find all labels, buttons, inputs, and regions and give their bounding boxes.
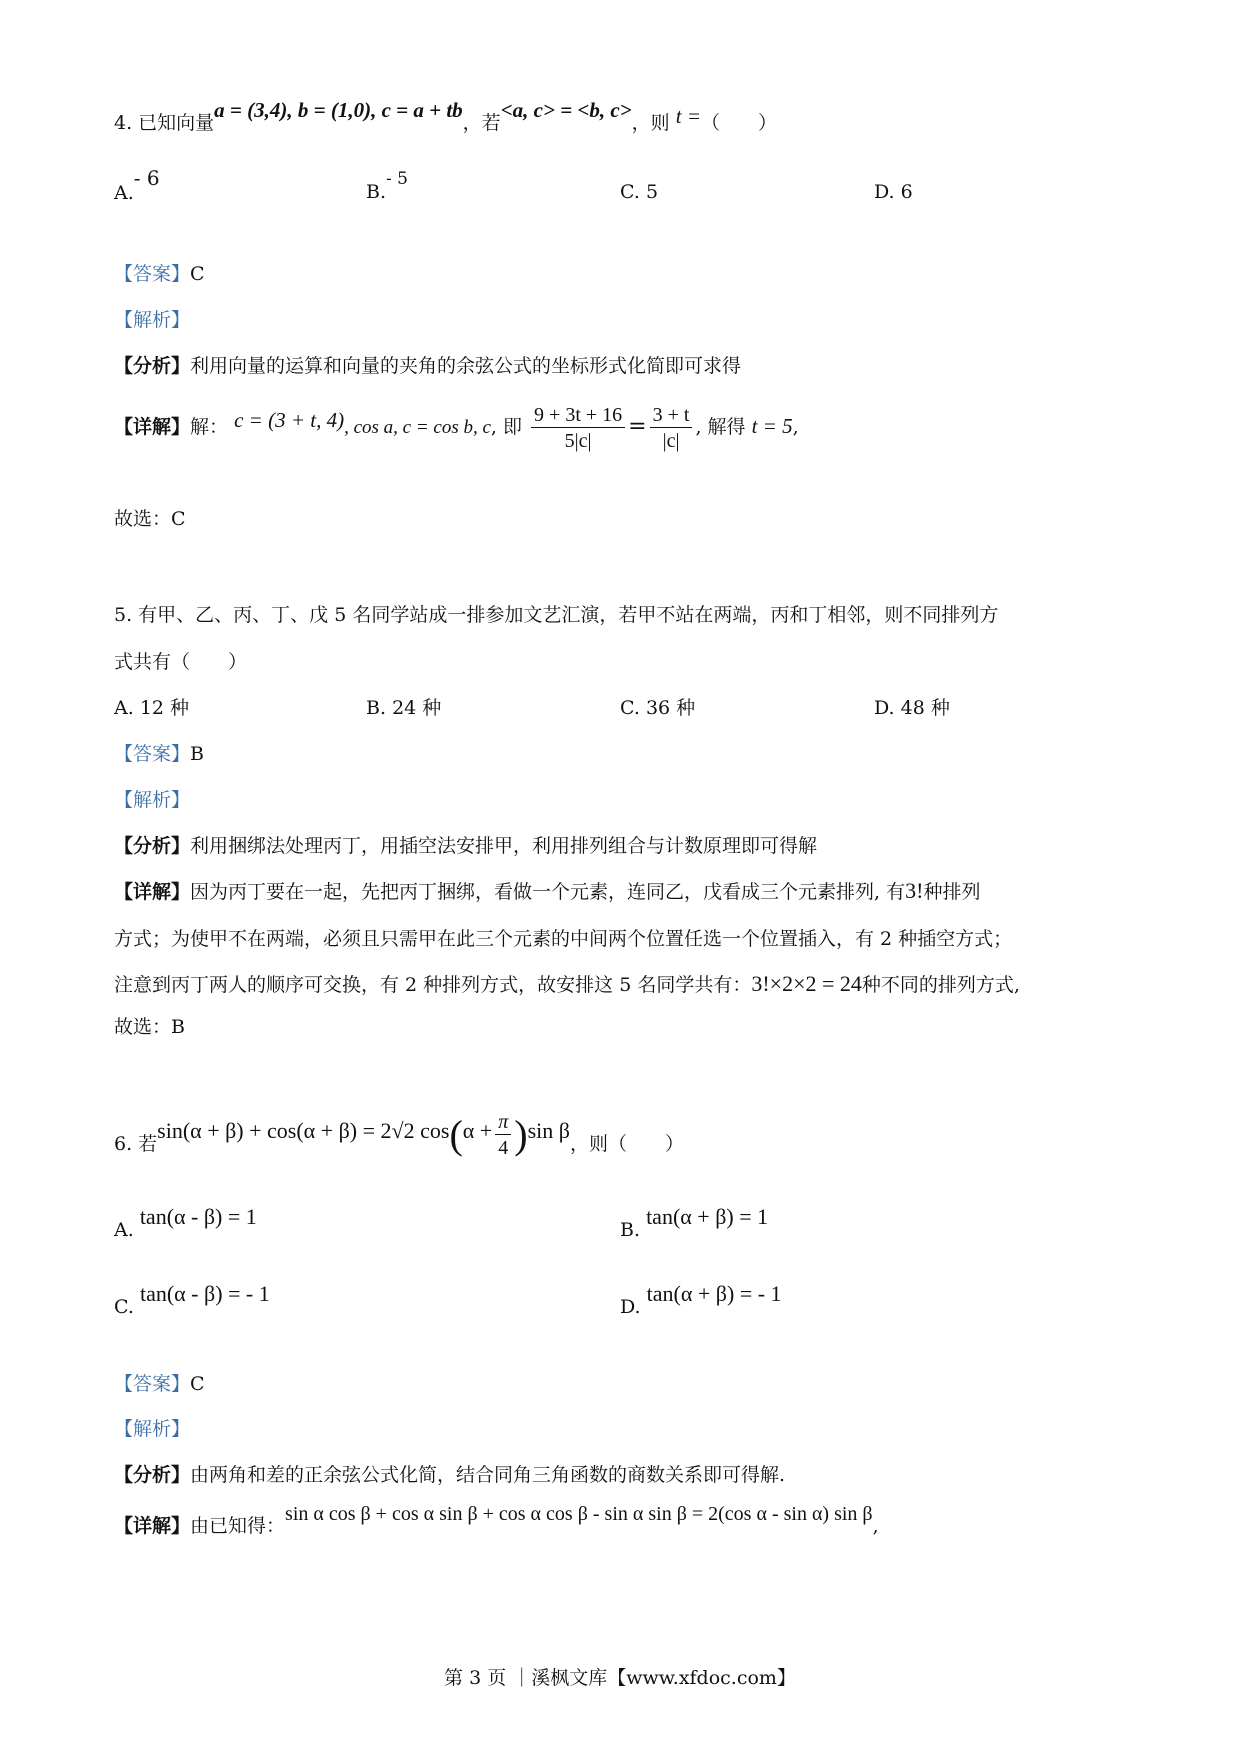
q6-inner: α + [462,1118,493,1143]
fenxi-text: 利用捆绑法处理丙丁，用插空法安排甲，利用排列组合与计数原理即可得解 [190,835,818,857]
q5-answer [114,740,204,768]
fraction-1 [531,403,625,454]
q6-tail: ，则（ ） [569,1133,684,1155]
option-value: 5 [645,181,659,203]
option-value: 6 [900,181,913,203]
fraction-1-numerator: 9 + 3t + 16 [531,403,625,428]
q5-xiangjie-line-2 [114,925,1012,953]
page-footer: 第 3 页 ｜溪枫文库【www.xfdoc.com】 [444,1667,796,1689]
q4-condition: <a, c> = <b, c> [500,98,632,122]
option-value: 48 种 [900,697,950,719]
factorial: 3! [905,878,924,903]
q4-stem [114,98,778,137]
comma: , [792,416,799,438]
left-paren: ( [449,1112,463,1157]
answer-tag: 【答案】 [114,1373,191,1395]
q6-lhs: sin(α + β) + cos(α + β) = 2√2 cos [157,1118,450,1143]
xiangjie-tag: 【详解】 [114,416,191,438]
xiangjie-text: 种不同的排列方式, [861,974,1020,996]
answer-value: C [190,263,205,285]
q5-stem-text: 式共有（ ） [114,651,248,673]
q6-prefix: 6. 若 [114,1133,158,1155]
q6-xiangjie [114,1503,879,1540]
q6-fenxi [114,1461,785,1489]
q6-option-b [620,1204,769,1244]
jiexi-tag: 【解析】 [114,789,191,811]
option-value: 12 种 [139,697,190,719]
xiangjie-text: 方式；为使甲不在两端，必须且只需甲在此三个元素的中间两个位置任选一个位置插入，有 2 种插空方式； [114,928,1013,950]
option-letter: A. [114,697,134,719]
xiangjie-pre: 由已知得： [190,1515,286,1537]
option-letter: D. [874,697,895,719]
q6-jiexi [114,1415,190,1443]
answer-value: B [190,743,204,765]
q4-guxuan [114,505,186,533]
q5-option-b [366,694,441,722]
xiangjie-tag: 【详解】 [114,881,191,903]
guxuan-text: 故选：B [114,1016,185,1038]
equals-sign: = [628,414,647,439]
fenxi-tag: 【分析】 [114,1464,191,1486]
xiangjie-pre: 解： [190,416,229,438]
q4-jiexi [114,306,190,334]
pi-symbol: π [495,1110,511,1135]
q4-fenxi [114,352,741,380]
option-letter: D. [620,1296,641,1318]
q4-option-d [874,178,913,206]
q6-option-a [114,1204,257,1244]
fraction-2-numerator: 3 + t [650,403,693,428]
solve-text: , 解得 [695,416,746,438]
option-value: - 5 [386,169,408,189]
q4-option-a [114,166,160,207]
option-letter: D. [874,181,895,203]
option-letter: B. [366,181,387,203]
fraction-2-denominator: |c| [662,429,680,452]
q6-stem [114,1108,684,1178]
q5-guxuan [114,1013,185,1041]
ji-text: , 即 [490,416,522,438]
q6-expression: sin α cos β + cos α sin β + cos α cos β - sin α sin β = 2(cos α - sin α) sin β [285,1503,873,1525]
q5-xiangjie-line-1 [114,877,980,906]
guxuan-text: 故选：C [114,508,186,530]
q5-stem-line-1 [114,601,998,629]
answer-value: C [190,1373,205,1395]
q4-vector-formula: a = (3,4), b = (1,0), c = a + tb [214,98,463,122]
q4-answer [114,260,205,288]
option-letter: A. [114,182,134,204]
cos-expression: , cos a, c = cos b, c [344,417,491,438]
q5-fenxi [114,832,817,860]
q4-option-c [620,178,658,206]
q6-option-c [114,1281,270,1321]
xiangjie-tag: 【详解】 [114,1515,191,1537]
q6-answer [114,1370,205,1398]
jiexi-tag: 【解析】 [114,1418,191,1440]
q5-stem-text: 5. 有甲、乙、丙、丁、戊 5 名同学站成一排参加文艺汇演，若甲不站在两端，丙和丁相邻，则不同排列方 [114,604,999,626]
option-value: 24 种 [392,697,442,719]
fenxi-text: 由两角和差的正余弦公式化简，结合同角三角函数的商数关系即可得解. [190,1464,786,1486]
fenxi-tag: 【分析】 [114,355,191,377]
calculation: 3!×2×2 = 24 [751,971,862,996]
option-value: tan(α + β) = 1 [646,1204,769,1229]
option-value: - 6 [133,166,160,190]
q4-t-var: t = [675,104,701,128]
fraction-2 [650,403,693,454]
four: 4 [498,1136,509,1159]
q5-option-c [620,694,695,722]
c-expression: c = (3 + t, 4) [234,408,345,432]
option-value: 36 种 [645,697,696,719]
right-paren: ) [514,1112,528,1157]
result-expression: t = 5 [751,414,793,438]
pi-over-4 [495,1110,511,1161]
jiexi-tag: 【解析】 [114,309,191,331]
q4-paren: （ ） [701,112,778,134]
xiangjie-text: 因为丙丁要在一起，先把丙丁捆绑，看做一个元素，连同乙，戊看成三个元素排列, 有 [190,881,906,903]
option-letter: B. [366,697,387,719]
q6-option-d [620,1281,782,1321]
q5-option-d [874,694,950,722]
q5-jiexi [114,786,190,814]
q4-option-b [366,169,408,207]
option-letter: C. [620,181,640,203]
option-value: tan(α + β) = - 1 [646,1281,782,1306]
fraction-1-denominator: 5|c| [564,429,592,452]
option-letter: C. [620,697,640,719]
option-letter: A. [114,1219,134,1241]
option-value: tan(α - β) = - 1 [139,1281,270,1306]
option-letter: C. [114,1296,134,1318]
fenxi-tag: 【分析】 [114,835,191,857]
q4-xiangjie [114,396,799,456]
fenxi-text: 利用向量的运算和向量的夹角的余弦公式的坐标形式化简即可求得 [190,355,742,377]
answer-tag: 【答案】 [114,743,191,765]
q4-tail: ，则 [631,112,670,134]
xiangjie-text: 种排列 [923,881,981,903]
q5-stem-line-2 [114,648,247,676]
q5-xiangjie-line-3 [114,970,1020,999]
q4-mid: ，若 [462,112,501,134]
q5-option-a [114,694,189,722]
answer-tag: 【答案】 [114,263,191,285]
xiangjie-text: 注意到丙丁两人的顺序可交换，有 2 种排列方式，故安排这 5 名同学共有： [114,974,752,996]
q6-rhs: sin β [527,1118,570,1143]
option-letter: B. [620,1219,641,1241]
option-value: tan(α - β) = 1 [139,1204,257,1229]
q4-prefix: 4. 已知向量 [114,112,215,134]
comma: , [872,1515,879,1537]
